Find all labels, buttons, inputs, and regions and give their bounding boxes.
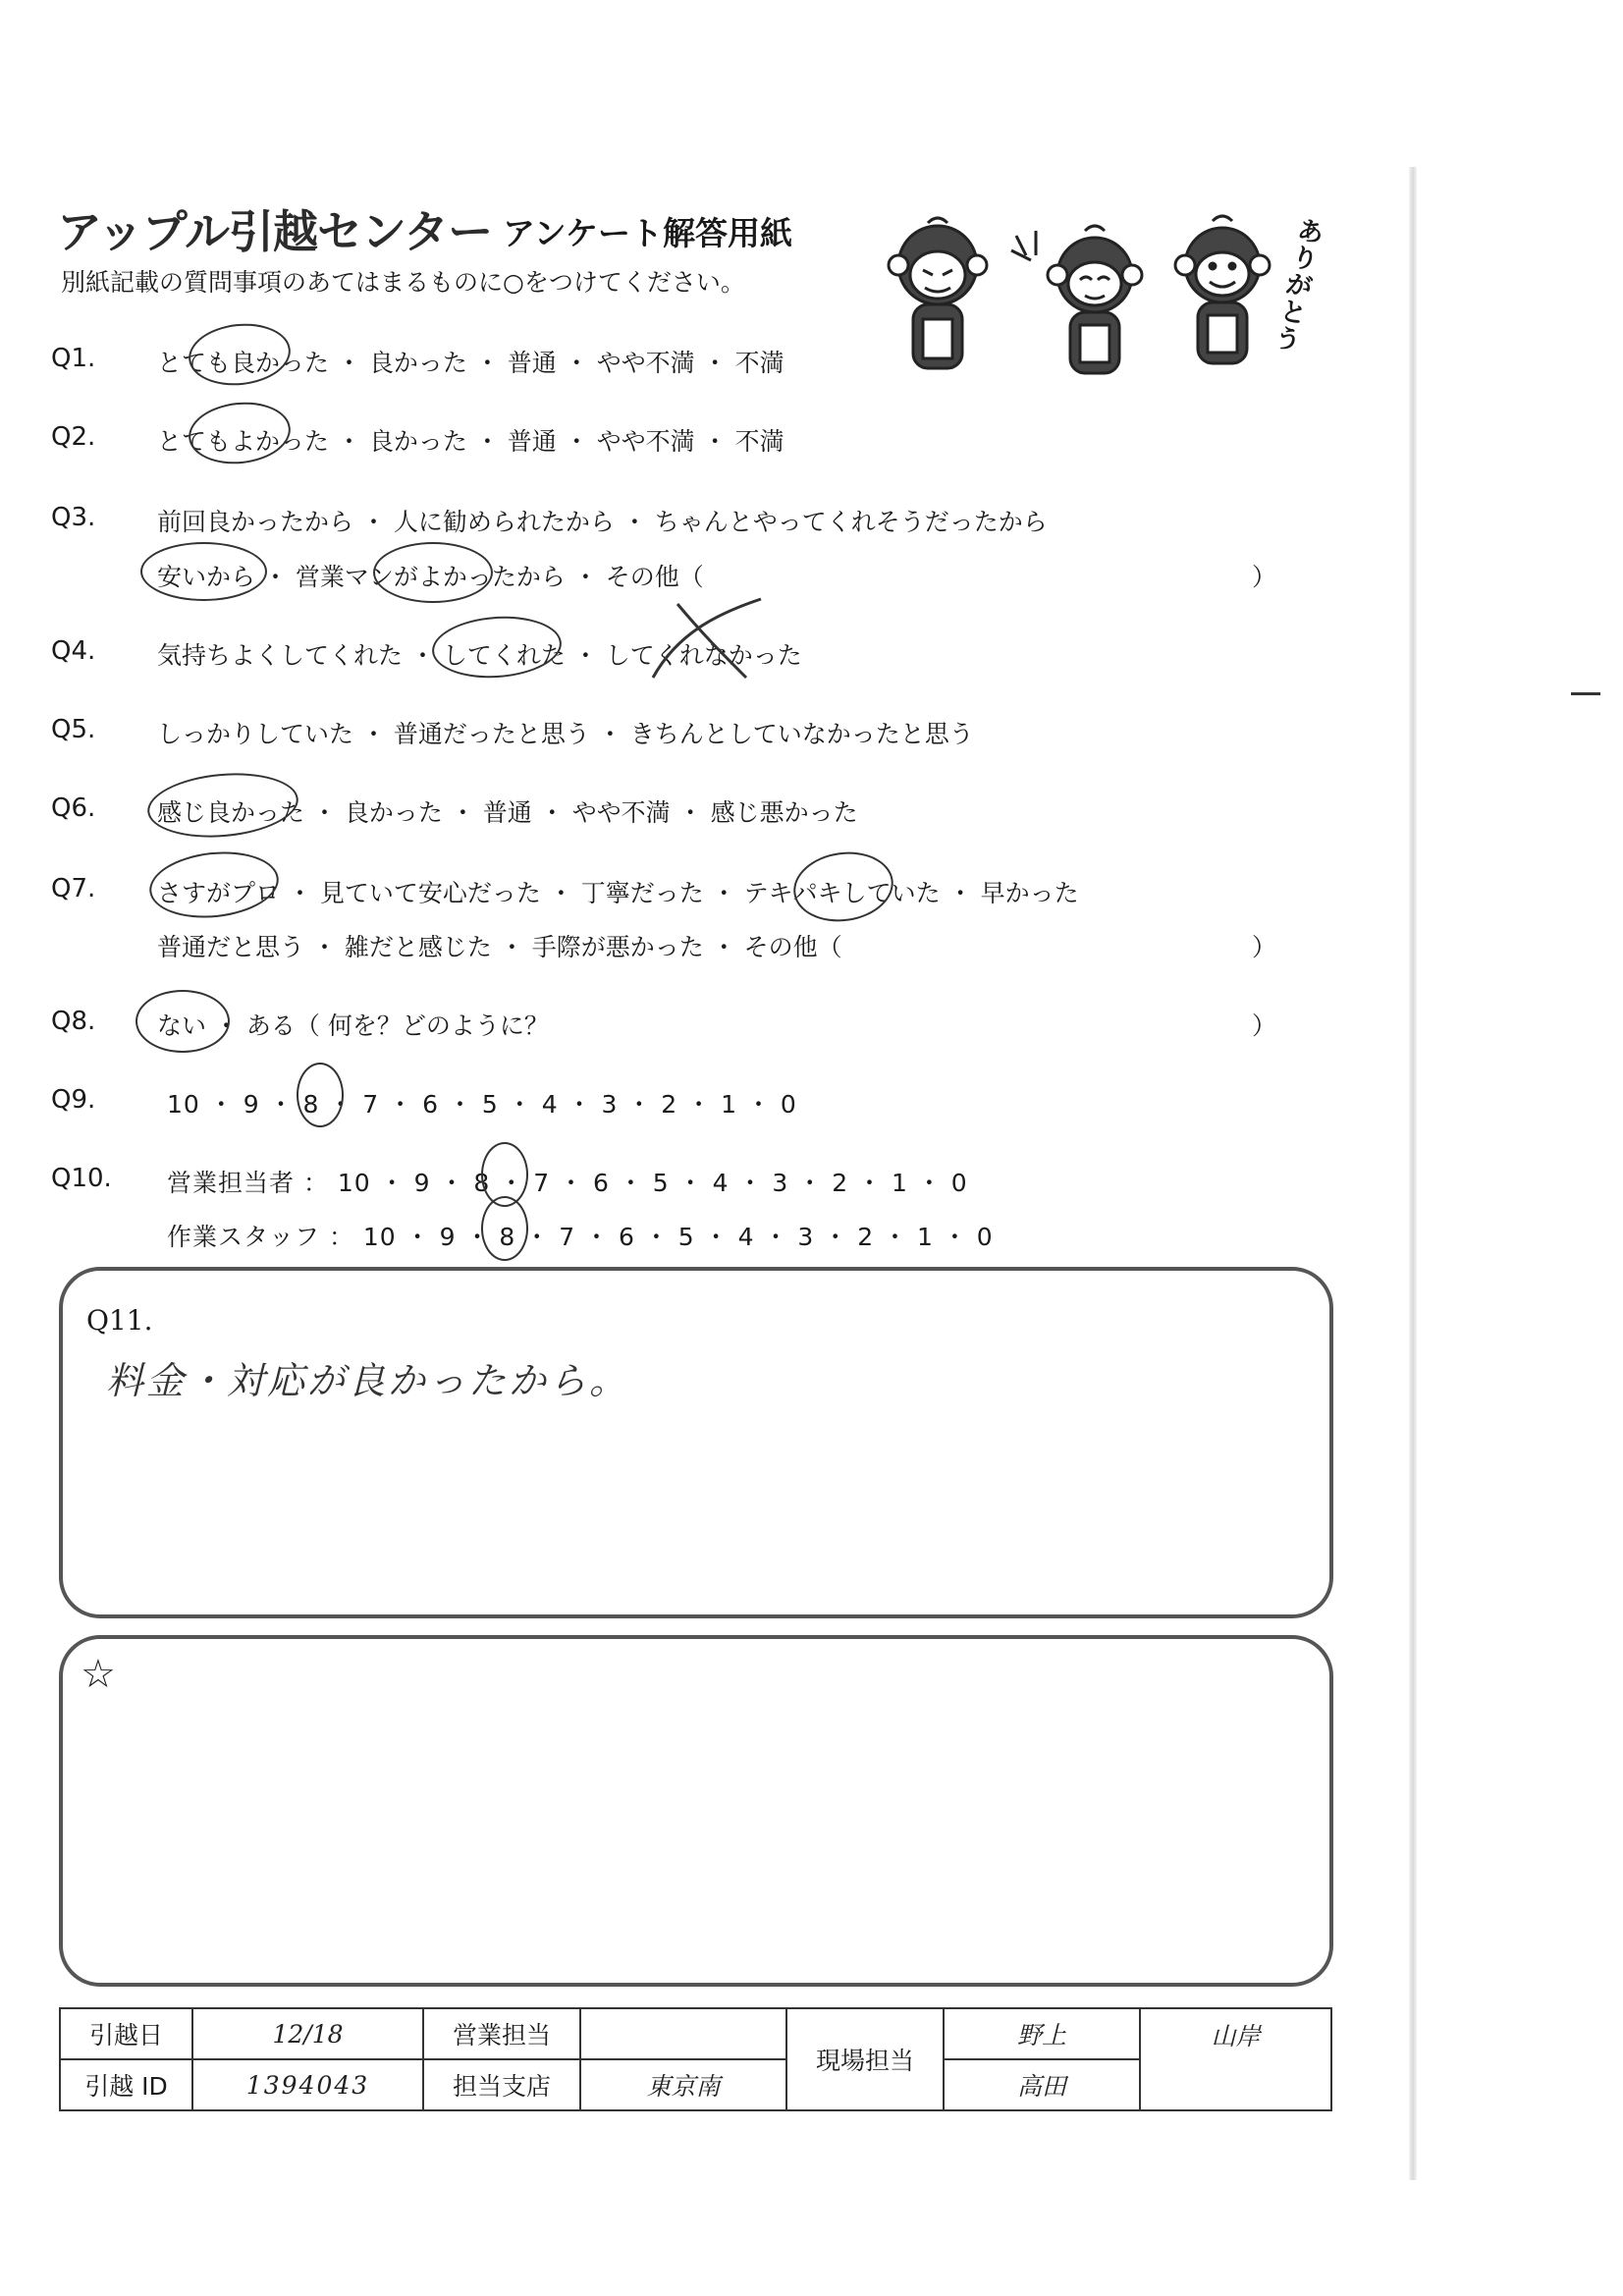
- star-icon: ☆: [81, 1652, 116, 1697]
- q6-number: Q6.: [51, 793, 96, 823]
- q10-sales-scale[interactable]: 営業担当者 ： 10 ・ 9 ・ 8 ・ 7 ・ 6 ・ 5 ・ 4 ・ 3 ・ 2 ・ 1 ・ 0: [167, 1169, 968, 1197]
- q7-options-line1[interactable]: さすがプロ ・ 見ていて安心だった ・ 丁寧だった ・ テキパキしていた ・ 早かった: [157, 879, 1079, 907]
- q10-staff-answer-mark: [481, 1196, 528, 1261]
- site-staff-2: 山岸: [1140, 2008, 1331, 2110]
- branch-value: 東京南: [580, 2059, 786, 2110]
- q7-answer-mark-1: [146, 846, 282, 923]
- q9-number: Q9.: [51, 1085, 96, 1115]
- q3-options-line1[interactable]: 前回良かったから ・ 人に勧められたから ・ ちゃんとやってくれそうだったから: [157, 508, 1048, 536]
- q4-options[interactable]: 気持ちよくしてくれた ・ してくれた ・ してくれなかった: [157, 641, 802, 670]
- site-staff-1: 野上: [944, 2008, 1140, 2059]
- q7-close-paren: ）: [1252, 933, 1277, 961]
- q1-options[interactable]: とても良かった ・ 良かった ・ 普通 ・ やや不満 ・ 不満: [157, 349, 784, 377]
- q9-scale[interactable]: 10 ・ 9 ・ 8 ・ 7 ・ 6 ・ 5 ・ 4 ・ 3 ・ 2 ・ 1 ・ 0: [167, 1090, 797, 1119]
- q4-cross-out-mark: [648, 594, 766, 687]
- q3-number: Q3.: [51, 503, 96, 532]
- q2-answer-mark: [186, 398, 294, 469]
- site-staff-3: 高田: [944, 2059, 1140, 2110]
- move-id-label: 引越 ID: [60, 2059, 192, 2110]
- q11-handwritten-answer: 料金・対応が良かったから。: [106, 1359, 630, 1402]
- q5-options[interactable]: しっかりしていた ・ 普通だったと思う ・ きちんとしていなかったと思う: [157, 720, 974, 748]
- sheet-subtitle: アンケート解答用紙: [503, 214, 793, 252]
- q7-number: Q7.: [51, 874, 96, 903]
- q11-label: Q11.: [86, 1304, 153, 1337]
- instruction-text: 別紙記載の質問事項のあてはまるものに○をつけてください。: [61, 268, 745, 297]
- move-date-value: 12/18: [192, 2008, 423, 2059]
- scan-edge-shadow: [1409, 167, 1417, 2180]
- q8-close-paren: ）: [1252, 1011, 1277, 1040]
- monkey-mascots-illustration: [864, 211, 1306, 383]
- q9-answer-mark: [297, 1063, 344, 1127]
- move-date-label: 引越日: [60, 2008, 192, 2059]
- q6-answer-mark: [145, 767, 301, 843]
- q11-comment-box[interactable]: [59, 1267, 1333, 1618]
- q8-number: Q8.: [51, 1007, 96, 1036]
- q3-options-line2[interactable]: 安いから ・ 営業マンがよかったから ・ その他（: [157, 563, 704, 591]
- branch-label: 担当支店: [423, 2059, 580, 2110]
- star-comment-box[interactable]: [59, 1635, 1333, 1987]
- q8-options[interactable]: ない ・ ある（ 何を？どのように？: [157, 1011, 549, 1040]
- q1-number: Q1.: [51, 344, 96, 373]
- q3-answer-mark-2: [373, 542, 493, 603]
- q10-number: Q10.: [51, 1164, 112, 1193]
- q10-staff-scale[interactable]: 作業スタッフ ： 10 ・ 9 ・ 8 ・ 7 ・ 6 ・ 5 ・ 4 ・ 3 ・ 2 ・ 1 ・ 0: [167, 1223, 994, 1251]
- q2-number: Q2.: [51, 422, 96, 452]
- q1-answer-mark: [186, 319, 294, 391]
- mascot-thanks-text: ありがとう: [1271, 215, 1326, 357]
- q3-answer-mark-1: [140, 542, 267, 601]
- q6-options[interactable]: 感じ良かった ・ 良かった ・ 普通 ・ やや不満 ・ 感じ悪かった: [157, 798, 858, 827]
- site-staff-label: 現場担当: [786, 2008, 944, 2110]
- q2-options[interactable]: とてもよかった ・ 良かった ・ 普通 ・ やや不満 ・ 不満: [157, 427, 784, 456]
- sales-rep-value: [580, 2008, 786, 2059]
- sales-rep-label: 営業担当: [423, 2008, 580, 2059]
- q8-answer-mark: [135, 990, 230, 1053]
- q5-number: Q5.: [51, 715, 96, 744]
- scan-margin-mark: [1571, 692, 1600, 695]
- q3-close-paren: ）: [1252, 563, 1277, 591]
- company-title: アップル引越センター: [57, 205, 493, 258]
- q4-number: Q4.: [51, 636, 96, 666]
- q7-answer-mark-2: [789, 846, 898, 928]
- q7-options-line2[interactable]: 普通だと思う ・ 雑だと感じた ・ 手際が悪かった ・ その他（: [157, 933, 842, 961]
- move-info-table: [59, 2007, 1332, 2111]
- move-id-value: 1394043: [192, 2059, 423, 2110]
